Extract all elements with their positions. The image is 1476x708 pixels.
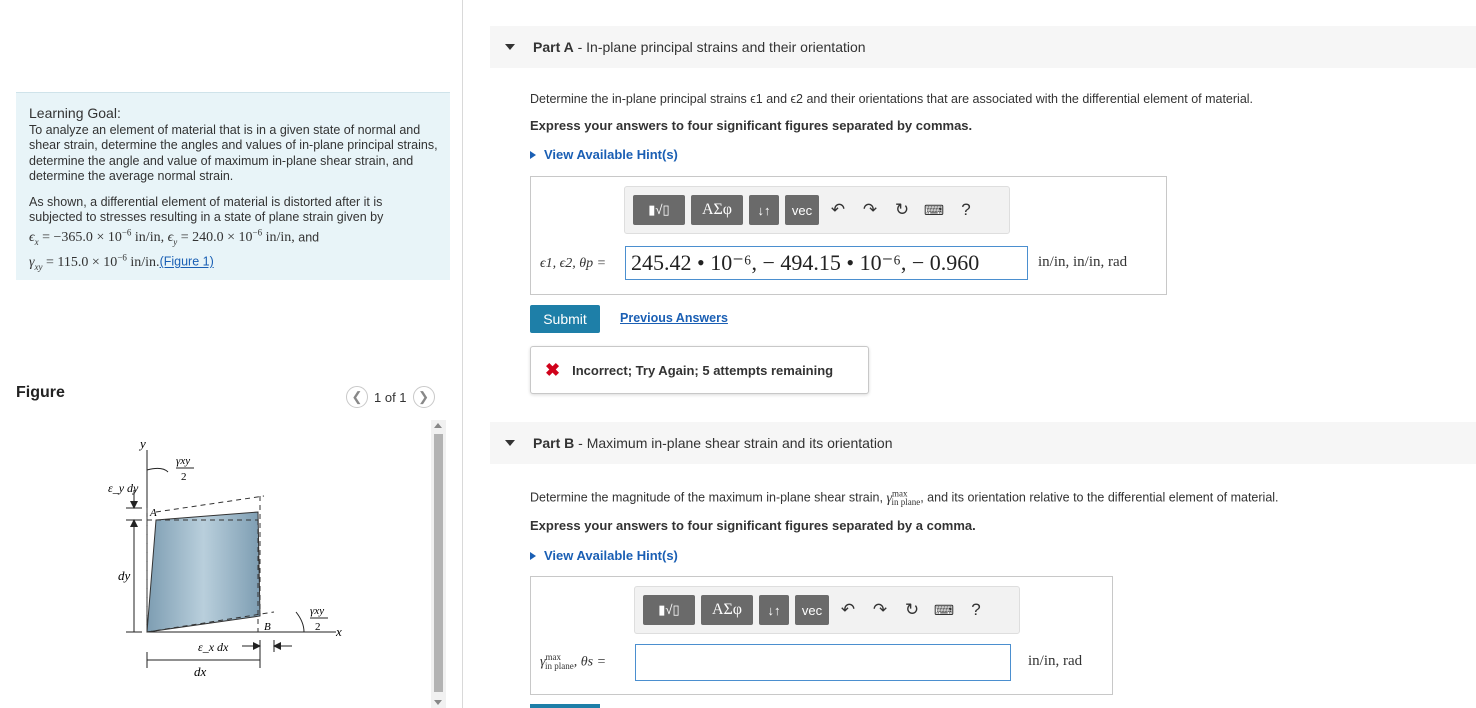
learning-goal-text: To analyze an element of material that is in a given state of normal and shear strain, determine the angles and values of in-plane principal strains, determine the angle and value of maximum in-plane shear strain, and determine the average normal strain. [29,122,438,183]
label-two-top: 2 [181,471,187,483]
label-dx: dx [194,664,207,679]
part-b-label: Part B [533,435,575,451]
label-gamma-top: γxy [176,455,191,467]
vector-button[interactable]: vec [785,195,819,225]
learning-goal-heading: Learning Goal: [29,105,121,121]
scroll-up-arrow[interactable] [434,423,442,428]
problem-description: As shown, a differential element of material is distorted after it is subjected to stresses resulting in a state of plane strain given by $\epsilon_x = -365.0 \times 10^{-6}$ in/in, $\epsilon_y = 240.0 \times 10^{-6}$ in/in, and $\gamma_{xy} = 115.0 \times 10^{-6}$ in/in.(Figure 1) [29,194,384,272]
caret-down-icon[interactable] [505,44,515,50]
part-a-units: in/in, in/in, rad [1038,254,1128,270]
eps-x-value: −365.0 [53,230,93,246]
label-eps-x-dx: ε_x dx [198,640,229,654]
help-button[interactable]: ? [971,600,981,619]
label-eps-y-dy: ε_y dy [108,481,139,495]
keyboard-icon[interactable]: ⌨ [923,201,945,218]
figure-heading: Figure [16,384,65,401]
part-a-label: Part A [533,39,574,55]
part-a-eq-label: ϵ1, ϵ2, θp = [540,256,607,271]
part-b-answer-input[interactable] [635,644,1011,681]
part-a-header[interactable]: Part A - In-plane principal strains and their orientation [490,26,1476,68]
redo-icon[interactable]: ↷ [872,600,888,619]
reset-icon[interactable]: ↻ [894,200,910,219]
part-b-eq-label: $\gamma^{max}_{in plane}$, θs = [540,652,607,672]
part-b-header[interactable]: Part B - Maximum in-plane shear strain and its orientation [490,422,1476,464]
part-b-units: in/in, rad [1028,653,1083,669]
caret-down-icon[interactable] [505,440,515,446]
feedback-message: ✖ Incorrect; Try Again; 5 attempts remaining [530,346,869,394]
undo-icon[interactable]: ↶ [840,600,856,619]
redo-icon[interactable]: ↷ [862,200,878,219]
deformed-element [147,512,260,632]
learning-goal-box [16,92,450,280]
label-gamma-right: γxy [310,605,325,617]
eps-y-value: 240.0 [192,230,224,246]
template-button[interactable]: ▮√▯ [633,195,685,225]
caret-right-icon [530,552,536,560]
part-b-submit-button[interactable] [530,704,600,708]
submit-button[interactable]: Submit [530,305,600,333]
subscript-superscript-button[interactable]: ↓↑ [759,595,789,625]
subscript-superscript-button[interactable]: ↓↑ [749,195,779,225]
part-a-instruction: Express your answers to four significant figures separated by commas. [530,118,973,133]
scroll-down-arrow[interactable] [434,700,442,705]
gamma-xy-value: 115.0 [57,255,89,271]
help-button[interactable]: ? [961,200,971,219]
label-x-axis: x [336,624,342,639]
figure-scrollbar[interactable] [431,420,446,708]
greek-symbols-button[interactable]: ΑΣφ [691,195,743,225]
caret-right-icon [530,151,536,159]
label-dy: dy [118,568,131,583]
greek-symbols-button[interactable]: ΑΣφ [701,595,753,625]
label-point-b: B [264,621,271,633]
reset-icon[interactable]: ↻ [904,600,920,619]
scroll-thumb[interactable] [434,434,443,692]
label-two-right: 2 [315,621,321,633]
problem-pane [0,0,463,708]
previous-answers-link[interactable]: Previous Answers [620,311,728,325]
label-y-axis: y [140,436,146,451]
chevron-left-icon: ❮ [351,389,363,404]
keyboard-icon[interactable]: ⌨ [933,601,955,618]
part-a-math-toolbar [624,186,1010,234]
chevron-right-icon: ❯ [418,389,429,404]
figure-pager [346,386,435,408]
figure-link[interactable]: (Figure 1) [159,255,214,270]
part-a-answer-input[interactable]: 245.42 • 10⁻⁶, − 494.15 • 10⁻⁶, − 0.960 [625,246,1028,280]
pager-text: 1 of 1 [374,389,407,405]
next-figure-button[interactable] [413,386,435,408]
part-b-hint-link[interactable]: View Available Hint(s) [530,548,678,563]
part-b-math-toolbar [634,586,1020,634]
part-b-title: Maximum in-plane shear strain and its orientation [586,435,893,451]
label-point-a: A [150,507,157,519]
part-a-title: In-plane principal strains and their orientation [586,39,866,55]
part-a-question: Determine the in-plane principal strains ϵ1 and ϵ2 and their orientations that are associated with the differential element of material. [530,92,1254,106]
part-a-hint-link[interactable]: View Available Hint(s) [530,147,678,162]
figure-frame [16,420,448,708]
template-button[interactable]: ▮√▯ [643,595,695,625]
part-b-question: Determine the magnitude of the maximum in-plane shear strain, $\gamma^{max}_{in plane}$, and its orientation relative to the differential element of material. [530,488,1279,508]
incorrect-x-icon: ✖ [545,359,561,380]
undo-icon[interactable]: ↶ [830,200,846,219]
part-b-instruction: Express your answers to four significant figures separated by a comma. [530,518,976,533]
strain-element-diagram [16,420,436,708]
vector-button[interactable]: vec [795,595,829,625]
prev-figure-button[interactable] [346,386,368,408]
